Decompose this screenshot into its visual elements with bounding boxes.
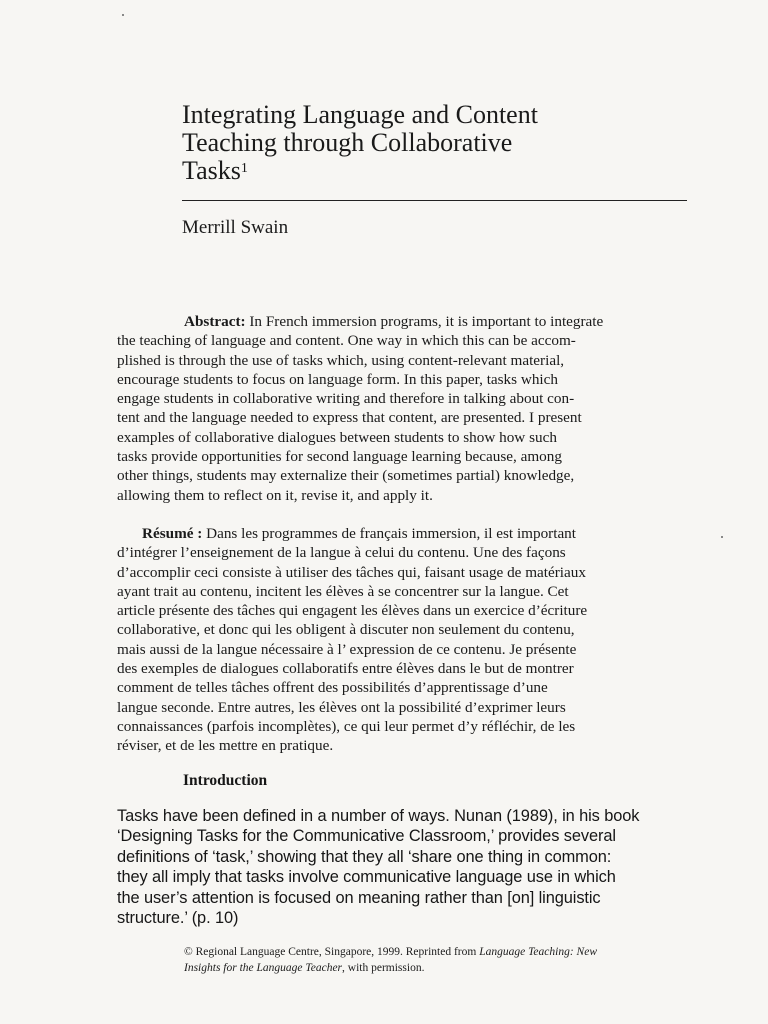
introduction-line: the user’s attention is focused on meaning rather than [on] linguistic bbox=[117, 888, 601, 907]
article-title bbox=[182, 101, 702, 185]
resume-label: Résumé : bbox=[142, 525, 203, 542]
abstract-line: the teaching of language and content. One way in which this can be accom- bbox=[117, 332, 576, 350]
author-name: Merrill Swain bbox=[182, 217, 289, 238]
resume-line: article présente des tâches qui engagent les élèves dans un exercice d’écriture bbox=[117, 602, 588, 620]
resume-line-text: Dans les programmes de français immersion, il est important bbox=[202, 525, 577, 542]
title-line-text: Tasks bbox=[182, 156, 241, 185]
resume-line: d’intégrer l’enseignement de la langue à celui du contenu. Une des façons bbox=[117, 544, 566, 562]
abstract-line: engage students in collaborative writing and therefore in talking about con- bbox=[117, 390, 575, 408]
introduction-line: structure.’ (p. 10) bbox=[117, 909, 239, 928]
footnote-line bbox=[184, 944, 704, 960]
title-line bbox=[182, 157, 702, 185]
abstract-line: examples of collaborative dialogues between students to show how such bbox=[117, 428, 557, 446]
abstract-line-text: In French immersion programs, it is important to integrate bbox=[245, 313, 604, 330]
title-line: Teaching through Collaborative bbox=[182, 128, 513, 157]
introduction-line: ‘Designing Tasks for the Communicative Classroom,’ provides several bbox=[117, 827, 616, 846]
resume-line: des exemples de dialogues collaboratifs entre élèves dans le but de montrer bbox=[117, 660, 574, 678]
abstract-line bbox=[117, 312, 687, 331]
introduction-line: they all imply that tasks involve communicative language use in which bbox=[117, 868, 616, 887]
resume-line: collaborative, et donc qui les obligent à discuter non seulement du contenu, bbox=[117, 621, 575, 639]
resume-line: comment de telles tâches offrent des possibilités d’apprentissage d’une bbox=[117, 679, 548, 697]
scan-speck bbox=[122, 14, 124, 16]
introduction-paragraph bbox=[117, 806, 697, 928]
footnote-line bbox=[184, 960, 704, 976]
resume-line: ayant trait au contenu, incitent les élèves à se concentrer sur la langue. Cet bbox=[117, 582, 569, 600]
abstract-line: plished is through the use of tasks which, using content-relevant material, bbox=[117, 351, 565, 369]
introduction-line: definitions of ‘task,’ showing that they all ‘share one thing in common: bbox=[117, 847, 612, 866]
footnote-text: , with permission. bbox=[342, 962, 425, 974]
title-line: Integrating Language and Content bbox=[182, 100, 538, 129]
resume-line: réviser, et de les mettre en pratique. bbox=[117, 737, 334, 755]
abstract-line: tasks provide opportunities for second language learning because, among bbox=[117, 448, 562, 466]
resume-line: mais aussi de la langue nécessaire à l’ expression de ce contenu. Je présente bbox=[117, 640, 577, 658]
resume-line: connaissances (parfois incomplètes), ce qui leur permet d’y réfléchir, de les bbox=[117, 717, 576, 735]
title-rule bbox=[182, 200, 687, 201]
scan-speck bbox=[721, 536, 723, 538]
footnote-text: © Regional Language Centre, Singapore, 1999. Reprinted from bbox=[184, 946, 480, 958]
resume-line bbox=[117, 524, 687, 543]
section-heading-introduction: Introduction bbox=[183, 772, 268, 789]
footnote-book-title: Insights for the Language Teacher bbox=[184, 962, 343, 974]
introduction-line: Tasks have been defined in a number of ways. Nunan (1989), in his book bbox=[117, 807, 640, 825]
abstract-line: encourage students to focus on language form. In this paper, tasks which bbox=[117, 370, 558, 388]
abstract-paragraph bbox=[117, 312, 687, 505]
copyright-footnote bbox=[184, 944, 704, 976]
abstract-line: other things, students may externalize their (sometimes partial) knowledge, bbox=[117, 467, 575, 485]
resume-line: d’accomplir ceci consiste à utiliser des tâches qui, faisant usage de matériaux bbox=[117, 563, 586, 581]
abstract-label: Abstract: bbox=[184, 313, 246, 330]
resume-line: langue seconde. Entre autres, les élèves ont la possibilité d’exprimer leurs bbox=[117, 698, 566, 716]
resume-paragraph bbox=[117, 524, 687, 756]
title-footnote-marker: 1 bbox=[240, 161, 248, 176]
footnote-book-title: Language Teaching: New bbox=[479, 946, 597, 958]
abstract-line: allowing them to reflect on it, revise it, and apply it. bbox=[117, 486, 433, 504]
abstract-line: tent and the language needed to express that content, are presented. I present bbox=[117, 409, 582, 427]
